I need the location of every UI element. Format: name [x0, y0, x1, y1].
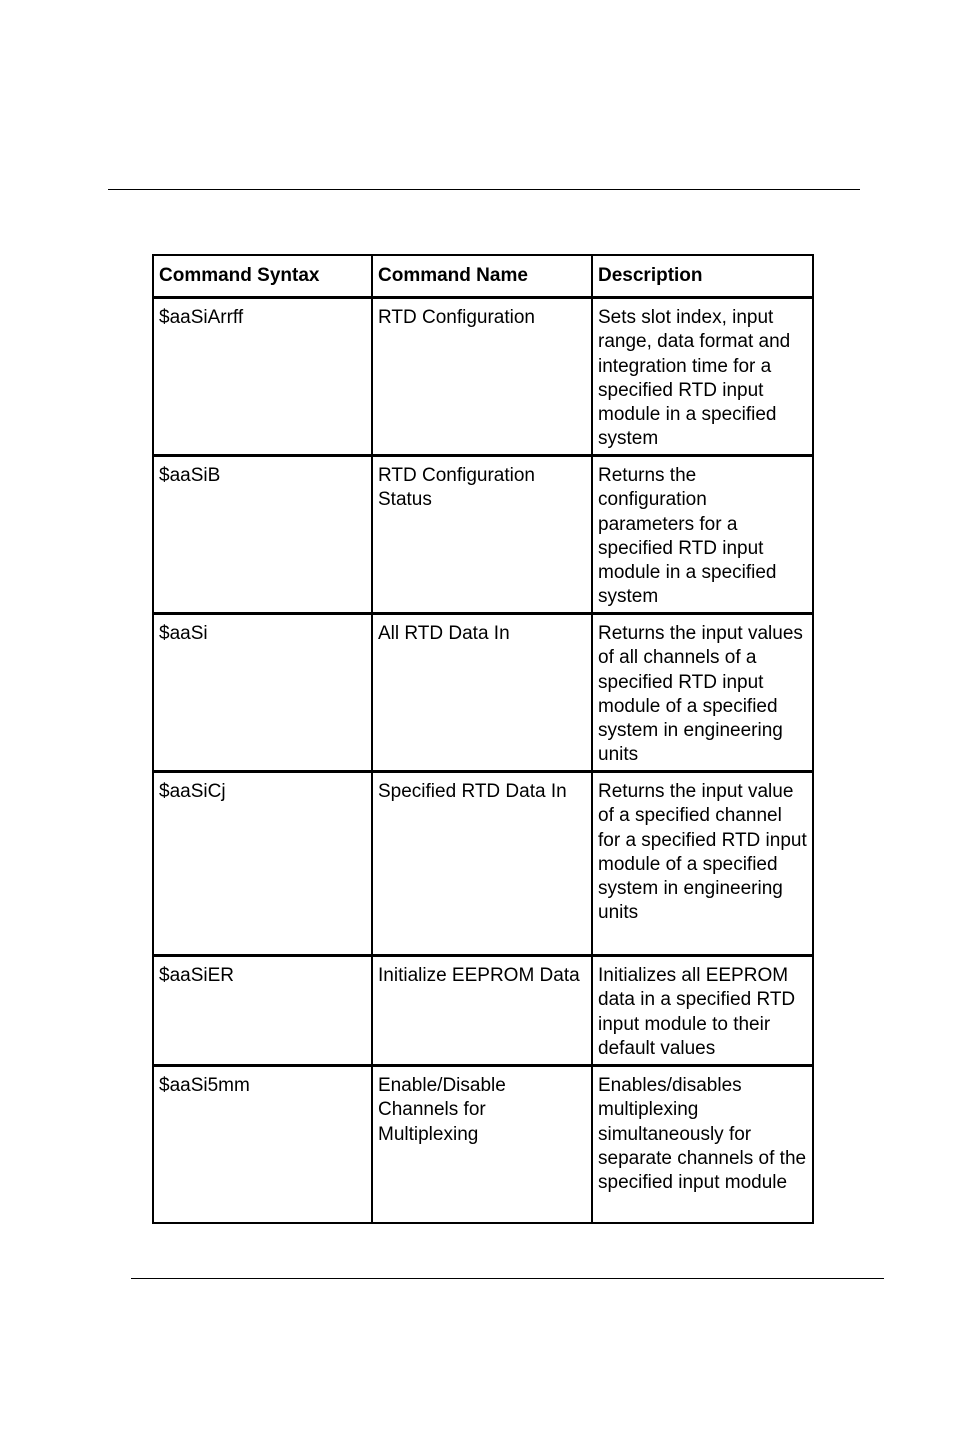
command-syntax-cell: $aaSiB: [153, 456, 372, 614]
table-row: [153, 772, 813, 956]
table-row: [153, 456, 813, 614]
command-syntax-cell: $aaSiArrff: [153, 298, 372, 456]
command-name-cell: RTD Configuration Status: [372, 456, 592, 614]
command-name-cell: All RTD Data In: [372, 614, 592, 772]
table-row: [153, 1066, 813, 1224]
table-row: [153, 956, 813, 1066]
table-header-row: [153, 255, 813, 298]
table-row: [153, 614, 813, 772]
description-cell: Returns the input value of a specified channel for a specified RTD input module of a specified system in engineering units: [592, 772, 813, 956]
command-table-container: [152, 254, 812, 1224]
command-syntax-cell: $aaSiER: [153, 956, 372, 1066]
column-header-description: Description: [592, 255, 813, 298]
table-row: [153, 298, 813, 456]
header-rule: [108, 189, 860, 190]
description-cell: Returns the configuration parameters for a specified RTD input module in a specified system: [592, 456, 813, 614]
command-name-cell: Specified RTD Data In: [372, 772, 592, 956]
description-cell: Returns the input values of all channels of a specified RTD input module of a specified system in engineering units: [592, 614, 813, 772]
command-name-cell: Initialize EEPROM Data: [372, 956, 592, 1066]
description-cell: Sets slot index, input range, data format and integration time for a specified RTD input module in a specified system: [592, 298, 813, 456]
column-header-command-name: Command Name: [372, 255, 592, 298]
command-name-cell: RTD Configuration: [372, 298, 592, 456]
command-syntax-cell: $aaSi: [153, 614, 372, 772]
command-syntax-cell: $aaSiCj: [153, 772, 372, 956]
command-name-cell: Enable/Disable Channels for Multiplexing: [372, 1066, 592, 1224]
command-syntax-cell: $aaSi5mm: [153, 1066, 372, 1224]
footer-rule: [131, 1278, 884, 1279]
command-table: [152, 254, 814, 1224]
description-cell: Enables/disables multiplexing simultaneously for separate channels of the specified input module: [592, 1066, 813, 1224]
description-cell: Initializes all EEPROM data in a specified RTD input module to their default values: [592, 956, 813, 1066]
column-header-command-syntax: Command Syntax: [153, 255, 372, 298]
